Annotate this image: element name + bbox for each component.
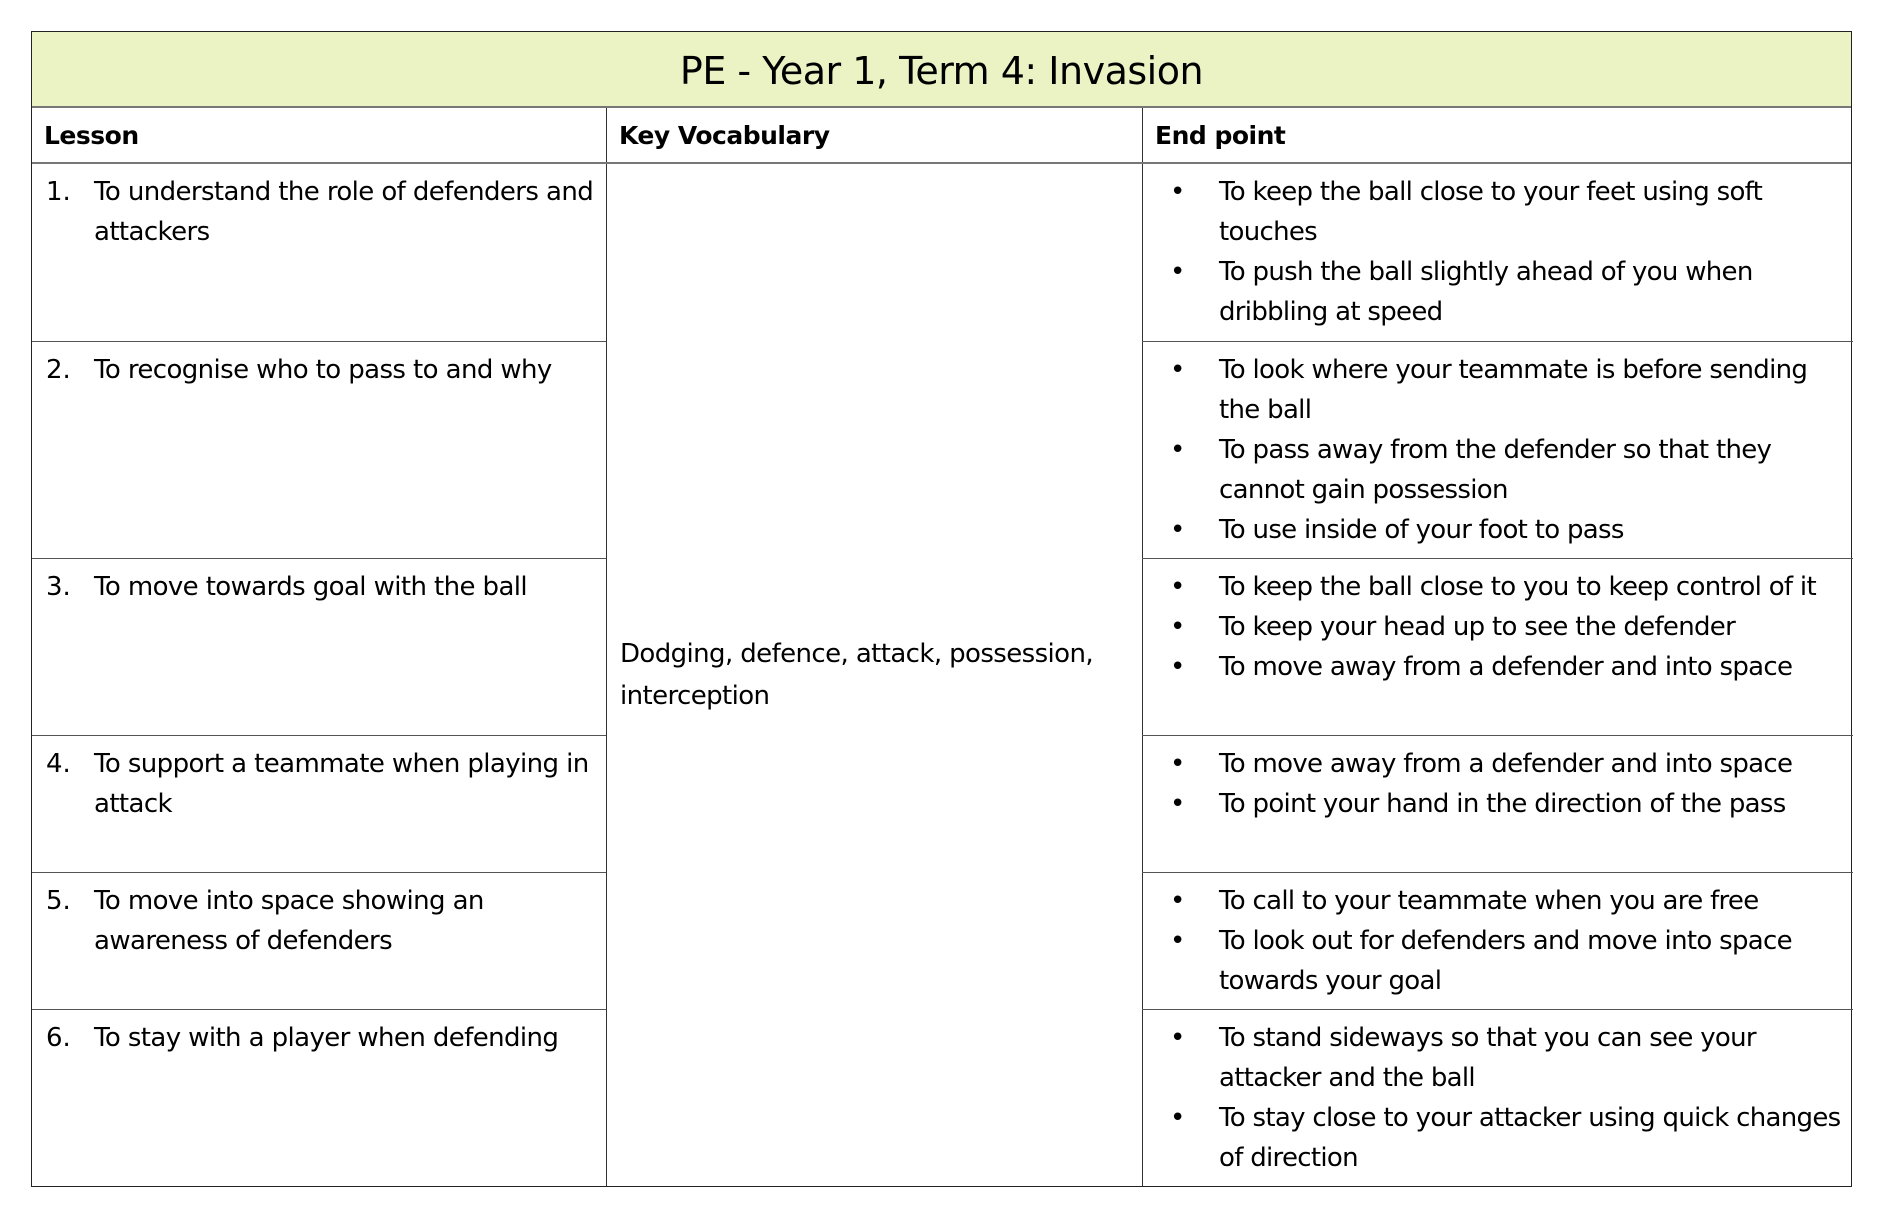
end-point-list xyxy=(1142,350,1845,550)
bullet-icon: • xyxy=(1170,435,1185,465)
end-point-list xyxy=(1142,567,1845,687)
end-point-item: • To move away from a defender and into space xyxy=(1142,744,1845,784)
bullet-icon: • xyxy=(1170,926,1185,956)
end-point-item: • To call to your teammate when you are free xyxy=(1142,881,1845,921)
end-point-item: • To stay close to your attacker using quick changes of direction xyxy=(1142,1098,1845,1178)
bullet-icon: • xyxy=(1170,652,1185,682)
title-row xyxy=(32,32,1851,108)
end-point-item: • To use inside of your foot to pass xyxy=(1142,510,1845,550)
end-point-cell-6 xyxy=(1142,1010,1853,1188)
end-point-list xyxy=(1142,881,1845,1001)
lesson-number: 6. xyxy=(46,1023,71,1053)
end-point-cell-1 xyxy=(1142,164,1853,342)
end-point-item: • To push the ball slightly ahead of you when dribbling at speed xyxy=(1142,252,1845,332)
header-end-point: End point xyxy=(1142,108,1853,162)
lesson-number: 5. xyxy=(46,886,71,916)
lesson-objective: To stay with a player when defending xyxy=(94,1023,559,1053)
lesson-cell-2 xyxy=(32,342,606,559)
lesson-objective: To understand the role of defenders and attackers xyxy=(94,177,594,247)
bullet-icon: • xyxy=(1170,789,1185,819)
end-point-item: • To stand sideways so that you can see your attacker and the ball xyxy=(1142,1018,1845,1098)
bullet-icon: • xyxy=(1170,1103,1185,1133)
lesson-cell-1 xyxy=(32,164,606,342)
lesson-objective: To move into space showing an awareness of defenders xyxy=(94,886,484,956)
lesson-number: 4. xyxy=(46,749,71,779)
bullet-icon: • xyxy=(1170,177,1185,207)
bullet-icon: • xyxy=(1170,886,1185,916)
lesson-cell-6 xyxy=(32,1010,606,1188)
end-point-cell-5 xyxy=(1142,873,1853,1010)
page-title: PE - Year 1, Term 4: Invasion xyxy=(679,49,1204,93)
end-point-list xyxy=(1142,744,1845,824)
header-key-vocabulary: Key Vocabulary xyxy=(606,108,1142,162)
end-point-item: • To keep your head up to see the defender xyxy=(1142,607,1845,647)
lesson-objective: To recognise who to pass to and why xyxy=(94,355,552,385)
lesson-cell-3 xyxy=(32,559,606,736)
end-point-item: • To keep the ball close to your feet using soft touches xyxy=(1142,172,1845,252)
lesson-number: 1. xyxy=(46,177,71,207)
key-vocabulary-cell xyxy=(606,164,1142,1186)
end-point-cell-2 xyxy=(1142,342,1853,559)
lesson-number: 3. xyxy=(46,572,71,602)
bullet-icon: • xyxy=(1170,257,1185,287)
end-point-list xyxy=(1142,172,1845,332)
bullet-icon: • xyxy=(1170,572,1185,602)
end-point-item: • To look out for defenders and move into space towards your goal xyxy=(1142,921,1845,1001)
header-lesson: Lesson xyxy=(44,120,139,150)
lesson-objective: To move towards goal with the ball xyxy=(94,572,528,602)
bullet-icon: • xyxy=(1170,612,1185,642)
curriculum-table xyxy=(31,31,1852,1187)
end-point-item: • To pass away from the defender so that they cannot gain possession xyxy=(1142,430,1845,510)
end-point-list xyxy=(1142,1018,1845,1178)
lesson-objective: To support a teammate when playing in attack xyxy=(94,749,589,819)
lesson-cell-5 xyxy=(32,873,606,1010)
lesson-cell-4 xyxy=(32,736,606,873)
end-point-item: • To point your hand in the direction of the pass xyxy=(1142,784,1845,824)
end-point-cell-4 xyxy=(1142,736,1853,873)
header-row xyxy=(32,108,1851,164)
end-point-cell-3 xyxy=(1142,559,1853,736)
lesson-number: 2. xyxy=(46,355,71,385)
bullet-icon: • xyxy=(1170,749,1185,779)
bullet-icon: • xyxy=(1170,515,1185,545)
end-point-item: • To keep the ball close to you to keep control of it xyxy=(1142,567,1845,607)
bullet-icon: • xyxy=(1170,1023,1185,1053)
bullet-icon: • xyxy=(1170,355,1185,385)
end-point-item: • To move away from a defender and into space xyxy=(1142,647,1845,687)
key-vocabulary-text: Dodging, defence, attack, possession, interception xyxy=(620,639,1094,711)
end-point-item: • To look where your teammate is before sending the ball xyxy=(1142,350,1845,430)
